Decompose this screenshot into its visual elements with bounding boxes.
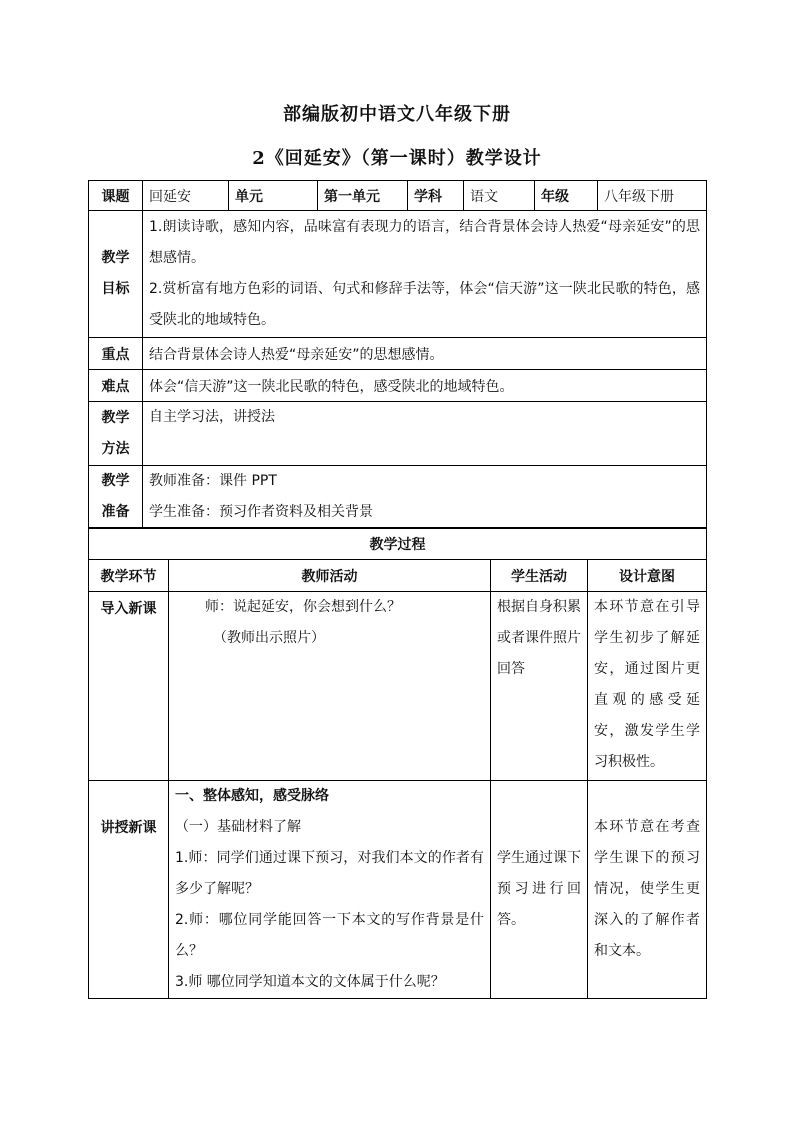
goal-item-1: 1.朗读诗歌，感知内容，品味富有表现力的语言，结合背景体会诗人热爱“母亲延安”的思想感情。: [149, 219, 700, 266]
subject-label: 学科: [408, 181, 464, 211]
document-title: 部编版初中语文八年级下册: [283, 104, 511, 125]
method-label: [89, 402, 143, 466]
teacher-preparation: 教师准备：课件 PPT: [149, 473, 277, 489]
stage-header: 教学环节: [89, 560, 169, 592]
method-label-line2: 方法: [101, 440, 130, 457]
preparation-label-line2: 准备: [101, 504, 130, 520]
teacher-activity-header: 教师活动: [169, 560, 491, 592]
preparation-content: [143, 466, 707, 529]
goals-label: [89, 211, 143, 338]
grade-value: 八年级下册: [598, 181, 707, 211]
difficulty-text: 体会“信天游”这一陕北民歌的特色，感受陕北的地域特色。: [143, 370, 707, 402]
design-intent-intro: 本环节意在引导学生初步了解延安，通过图片更直观的感受延安，激发学生学习积极性。: [588, 592, 707, 781]
key-point-label: 重点: [89, 338, 143, 370]
lecture-question-2: 2.师：哪位同学能回答一下本文的写作背景是什么？: [175, 912, 484, 959]
lesson-info-table: [88, 180, 707, 529]
goals-label-line1: 教学: [101, 250, 130, 266]
key-point-text: 结合背景体会诗人热爱“母亲延安”的思想感情。: [143, 338, 707, 370]
difficulty-label: 难点: [89, 370, 143, 402]
preparation-label: [89, 466, 143, 529]
lecture-question-1: 1.师：同学们通过课下预习，对我们本文的作者有多少了解呢？: [175, 850, 484, 897]
course-value: 回延安: [143, 181, 229, 211]
goals-content: [143, 211, 707, 338]
preparation-row: [89, 466, 707, 529]
process-row-intro: [89, 592, 707, 781]
teacher-activity-lecture: [169, 781, 491, 999]
method-text: 自主学习法，讲授法: [143, 402, 707, 466]
preparation-label-line1: 教学: [101, 473, 130, 489]
stage-intro: 导入新课: [89, 592, 169, 781]
teacher-activity-intro: [169, 592, 491, 781]
process-header-row: [89, 560, 707, 592]
teaching-process-table: [88, 527, 707, 999]
key-point-row: [89, 338, 707, 370]
subject-value: 语文: [464, 181, 535, 211]
process-title: 教学过程: [89, 528, 707, 560]
student-preparation: 学生准备：预习作者资料及相关背景: [149, 504, 373, 520]
method-row: [89, 402, 707, 466]
teacher-intro-line-1: 师：说起延安，你会想到什么？: [205, 599, 401, 615]
difficulty-row: [89, 370, 707, 402]
lecture-heading: 一、整体感知，感受脉络: [175, 788, 329, 804]
process-row-lecture: [89, 781, 707, 999]
student-activity-header: 学生活动: [491, 560, 588, 592]
process-title-row: [89, 528, 707, 560]
design-intent-header: 设计意图: [588, 560, 707, 592]
design-intent-lecture: 本环节意在考查学生课下的预习情况，使学生更深入的了解作者和文本。: [588, 781, 707, 999]
teacher-intro-line-2: （教师出示照片）: [213, 630, 325, 646]
unit-label: 单元: [229, 181, 318, 211]
method-label-line1: 教学: [101, 409, 130, 426]
header-row: [89, 181, 707, 211]
grade-label: 年级: [535, 181, 598, 211]
unit-value: 第一单元: [318, 181, 408, 211]
goal-item-2: 2.赏析富有地方色彩的词语、句式和修辞手法等，体会“信天游”这一陕北民歌的特色，感受陕北的地域特色。: [149, 281, 700, 328]
student-activity-lecture: 学生通过课下预习进行回答。: [491, 781, 588, 999]
goals-row: [89, 211, 707, 338]
lesson-title: 2《回延安》（第一课时）教学设计: [252, 148, 542, 169]
course-label: 课题: [89, 181, 143, 211]
lecture-subheading: （一）基础材料了解: [175, 819, 301, 835]
student-activity-intro: 根据自身积累或者课件照片回答: [491, 592, 588, 781]
stage-lecture: 讲授新课: [89, 781, 169, 999]
lecture-question-3: 3.师 哪位同学知道本文的文体属于什么呢？: [175, 974, 445, 990]
goals-label-line2: 目标: [101, 281, 130, 297]
